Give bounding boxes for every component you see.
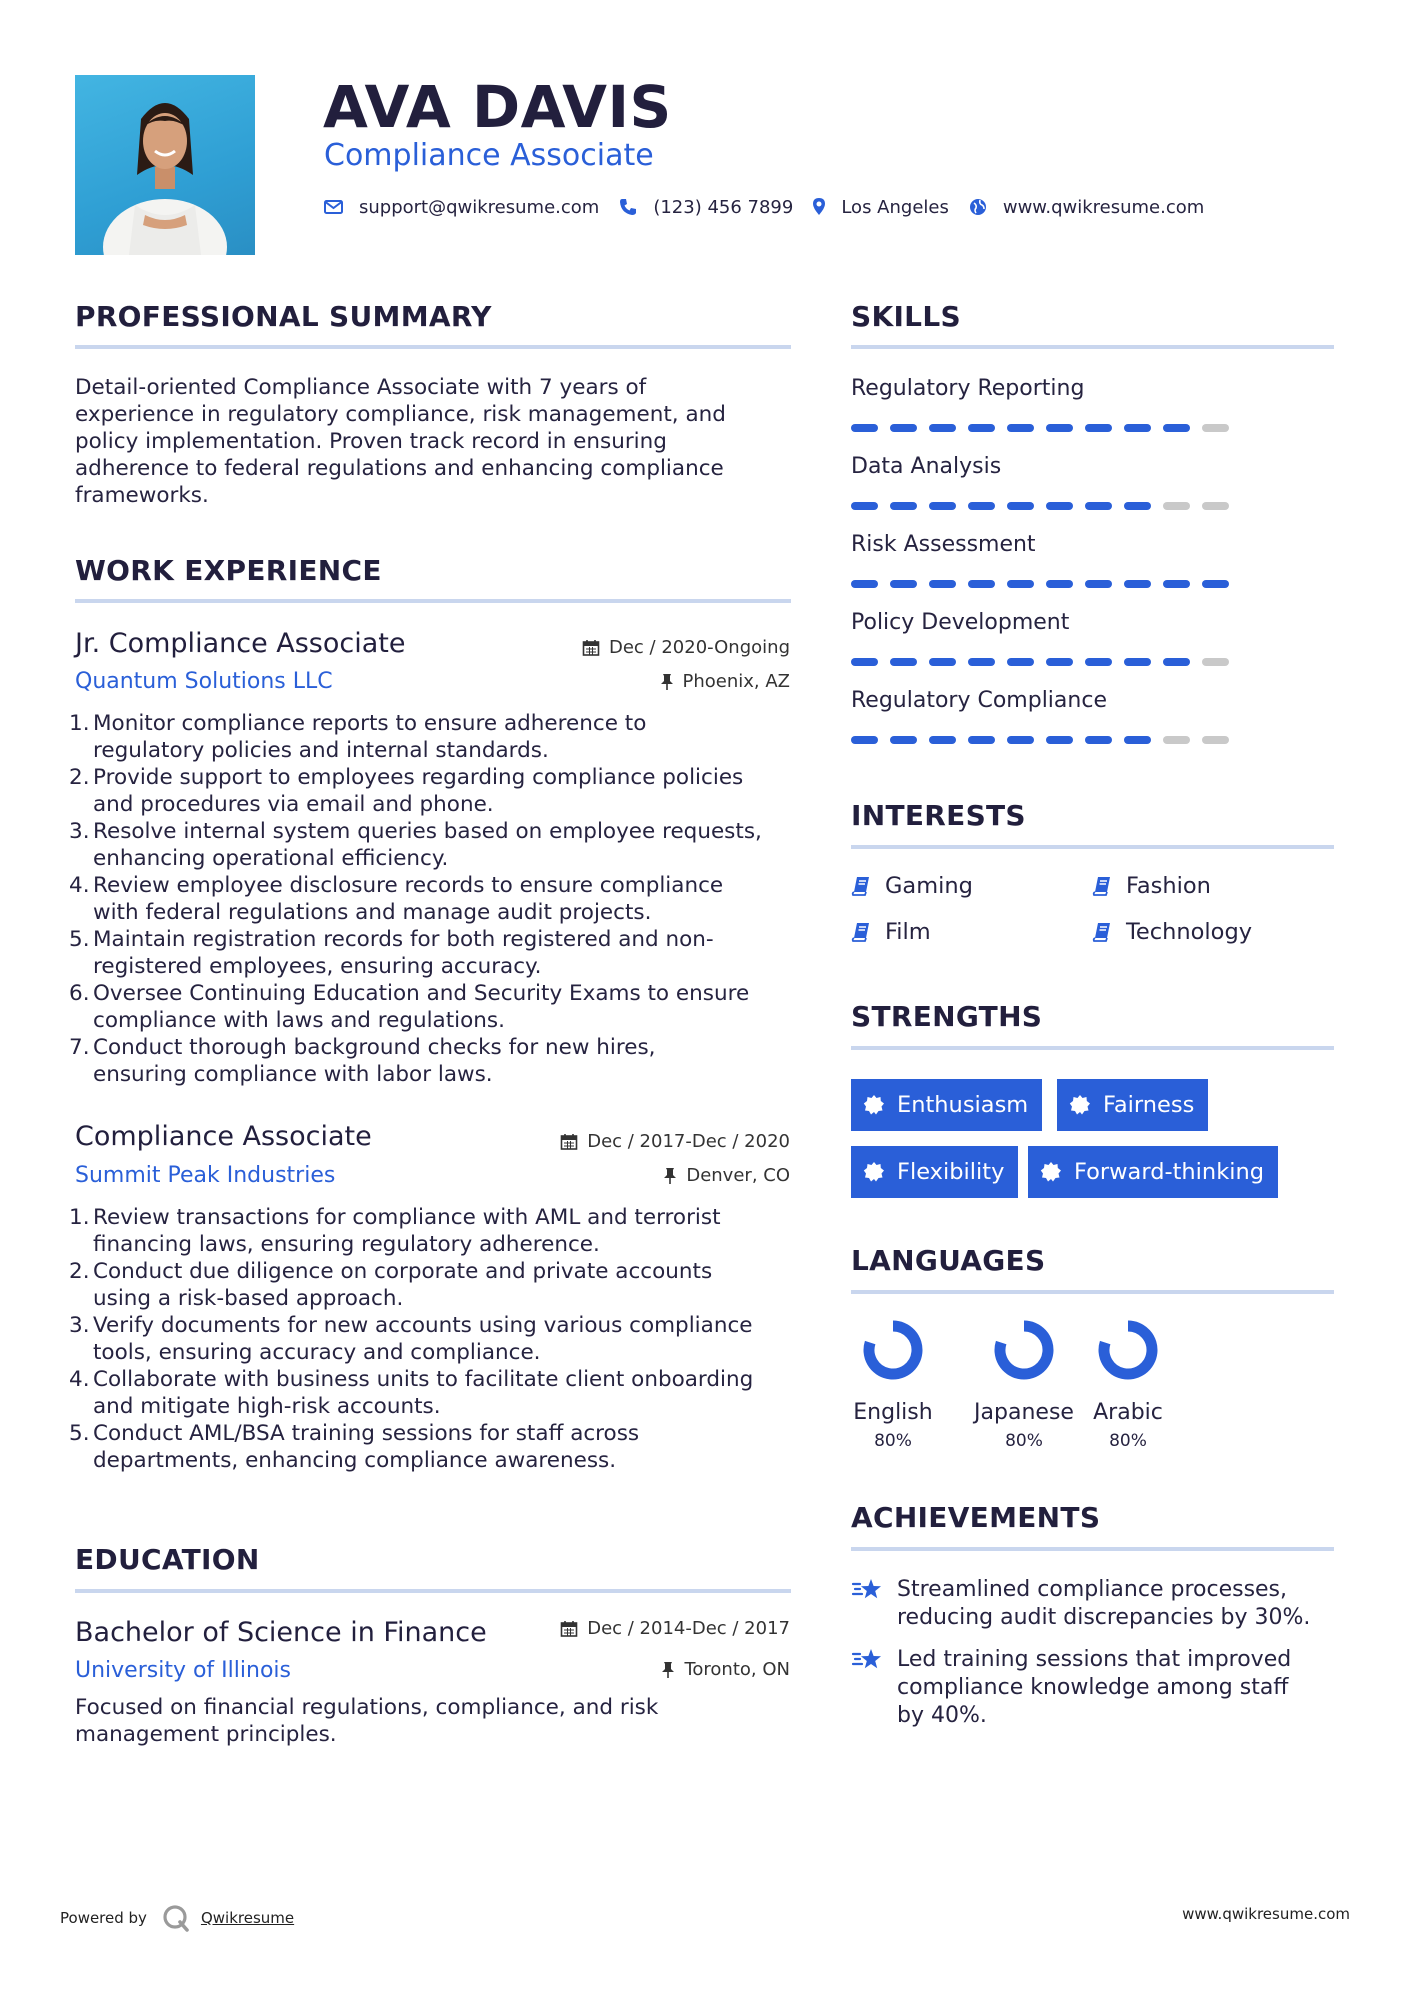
duty-item: Collaborate with business units to facilitate client onboarding and mitigate high-risk accounts.	[93, 1367, 754, 1419]
rating-dot	[1007, 658, 1034, 666]
languages-list	[851, 1318, 1334, 1451]
language-percent: 80%	[1005, 1431, 1043, 1451]
contact-website[interactable]: www.qwikresume.com	[1002, 196, 1205, 218]
rating-dot	[1085, 424, 1112, 432]
duty-item: Conduct due diligence on corporate and private accounts using a risk-based approach.	[93, 1259, 713, 1311]
book-icon	[851, 875, 871, 897]
candidate-name: AVA DAVIS	[323, 73, 672, 141]
badge-icon	[863, 1161, 885, 1183]
duty-item: Conduct AML/BSA training sessions for staff across departments, enhancing compliance awareness.	[93, 1421, 640, 1473]
calendar-icon	[560, 1133, 578, 1151]
job-duties	[75, 1204, 795, 1474]
rating-dot	[851, 580, 878, 588]
duty-item: Review employee disclosure records to ensure compliance with federal regulations and manage audit projects.	[93, 873, 724, 925]
skill-item	[851, 530, 1241, 588]
achievement-item: Streamlined compliance processes, reducing audit discrepancies by 30%.	[851, 1576, 1334, 1632]
language-gauge	[1096, 1318, 1160, 1382]
rating-dot	[1124, 736, 1151, 744]
education-divider	[75, 1589, 791, 1593]
rating-dot	[890, 580, 917, 588]
qwikresume-logo-icon	[161, 1903, 191, 1933]
rating-dot	[1124, 658, 1151, 666]
summary-text: Detail-oriented Compliance Associate with 7 years of experience in regulatory compliance, risk management, and policy implementation. Proven track record in ensuring adherence to federal regulations and enhancing compliance frameworks.	[75, 375, 726, 508]
rating-dot	[1007, 424, 1034, 432]
interest-item: Gaming	[851, 871, 973, 901]
rating-dot	[1163, 580, 1190, 588]
rating-dot	[968, 736, 995, 744]
skill-name: Policy Development	[851, 610, 1070, 635]
education-description: Focused on financial regulations, compliance, and risk management principles.	[75, 1695, 659, 1747]
skill-rating	[851, 580, 1241, 588]
education-location: Toronto, ON	[661, 1658, 790, 1682]
skill-name: Regulatory Reporting	[851, 376, 1085, 401]
strength-tag: Forward-thinking	[1028, 1146, 1278, 1198]
languages-heading: LANGUAGES	[851, 1244, 1046, 1277]
skill-name: Risk Assessment	[851, 532, 1036, 557]
badge-icon	[1040, 1161, 1062, 1183]
language-item	[833, 1318, 953, 1452]
education-degree: Bachelor of Science in Finance	[75, 1617, 487, 1648]
duty-item: Resolve internal system queries based on employee requests, enhancing operational efficiency.	[93, 819, 762, 871]
rating-dot	[1046, 658, 1073, 666]
footer-website[interactable]: www.qwikresume.com	[1182, 1905, 1350, 1923]
summary-divider	[75, 345, 791, 349]
duty-item: Maintain registration records for both registered and non- registered employees, ensuring accuracy.	[93, 927, 714, 979]
strength-tag: Enthusiasm	[851, 1079, 1042, 1131]
rating-dot	[851, 658, 878, 666]
skills-divider	[851, 345, 1334, 349]
skill-rating	[851, 658, 1241, 666]
education-dates: Dec / 2014-Dec / 2017	[560, 1617, 790, 1641]
rating-dot	[929, 424, 956, 432]
rating-dot	[929, 502, 956, 510]
skill-item	[851, 452, 1241, 510]
job-location: Denver, CO	[663, 1164, 790, 1188]
experience-heading: WORK EXPERIENCE	[75, 554, 382, 587]
language-gauge	[861, 1318, 925, 1382]
language-name: English	[853, 1400, 933, 1425]
interest-item: Technology	[1092, 917, 1252, 947]
interest-item: Fashion	[1092, 871, 1211, 901]
rating-dot	[929, 736, 956, 744]
rating-dot	[890, 658, 917, 666]
rating-dot	[890, 736, 917, 744]
achievements-divider	[851, 1547, 1334, 1551]
rating-dot	[1163, 658, 1190, 666]
rating-dot	[1124, 424, 1151, 432]
education-school: University of Illinois	[75, 1658, 291, 1683]
experience-divider	[75, 599, 791, 603]
location-pin-icon	[811, 196, 827, 218]
rating-dot	[1046, 502, 1073, 510]
skill-item	[851, 374, 1241, 432]
skill-name: Regulatory Compliance	[851, 688, 1107, 713]
phone-icon	[617, 196, 639, 218]
job-title: Compliance Associate	[75, 1121, 372, 1152]
job-duties	[75, 710, 795, 1088]
rating-dot	[1202, 424, 1229, 432]
job-location: Phoenix, AZ	[660, 670, 791, 694]
language-name: Arabic	[1093, 1400, 1163, 1425]
rating-dot	[1202, 580, 1229, 588]
language-percent: 80%	[874, 1431, 912, 1451]
book-icon	[1092, 921, 1112, 943]
job-company: Quantum Solutions LLC	[75, 669, 333, 694]
language-gauge-arc	[869, 1326, 917, 1374]
profile-photo	[75, 75, 255, 255]
rating-dot	[1163, 502, 1190, 510]
duty-item: Verify documents for new accounts using various compliance tools, ensuring accuracy and compliance.	[93, 1313, 753, 1365]
skills-heading: SKILLS	[851, 300, 961, 333]
rating-dot	[1202, 502, 1229, 510]
interests-heading: INTERESTS	[851, 799, 1026, 832]
calendar-icon	[582, 639, 600, 657]
interests-divider	[851, 845, 1334, 849]
star-icon	[851, 1646, 883, 1674]
footer-brand-link[interactable]: Qwikresume	[200, 1909, 295, 1927]
job-dates: Dec / 2017-Dec / 2020	[560, 1130, 790, 1154]
envelope-icon	[323, 196, 345, 218]
rating-dot	[1046, 736, 1073, 744]
rating-dot	[968, 580, 995, 588]
star-icon	[851, 1576, 883, 1604]
rating-dot	[1007, 736, 1034, 744]
rating-dot	[851, 424, 878, 432]
pushpin-icon	[663, 1167, 677, 1185]
rating-dot	[890, 502, 917, 510]
book-icon	[851, 921, 871, 943]
skill-item	[851, 608, 1241, 666]
rating-dot	[851, 502, 878, 510]
rating-dot	[1163, 424, 1190, 432]
calendar-icon	[560, 1620, 578, 1638]
duty-item: Review transactions for compliance with AML and terrorist financing laws, ensuring regulatory adherence.	[93, 1205, 721, 1257]
duty-item: Provide support to employees regarding compliance policies and procedures via email and phone.	[93, 765, 744, 817]
rating-dot	[890, 424, 917, 432]
job-dates: Dec / 2020-Ongoing	[582, 636, 790, 660]
achievements-heading: ACHIEVEMENTS	[851, 1501, 1101, 1534]
duty-item: Monitor compliance reports to ensure adherence to regulatory policies and internal standards.	[93, 711, 647, 763]
language-item	[964, 1318, 1084, 1452]
rating-dot	[968, 502, 995, 510]
rating-dot	[968, 424, 995, 432]
rating-dot	[1085, 502, 1112, 510]
language-item	[1068, 1318, 1188, 1452]
duty-item: Conduct thorough background checks for new hires, ensuring compliance with labor laws.	[93, 1035, 656, 1087]
skill-rating	[851, 736, 1241, 744]
globe-icon	[967, 196, 989, 218]
contact-location: Los Angeles	[841, 196, 949, 218]
badge-icon	[863, 1094, 885, 1116]
pushpin-icon	[661, 1661, 675, 1679]
languages-divider	[851, 1290, 1334, 1294]
rating-dot	[1124, 580, 1151, 588]
contact-phone[interactable]: (123) 456 7899	[653, 196, 794, 218]
rating-dot	[1163, 736, 1190, 744]
language-gauge-arc	[1000, 1326, 1048, 1374]
language-gauge	[992, 1318, 1056, 1382]
rating-dot	[1007, 580, 1034, 588]
candidate-title: Compliance Associate	[324, 138, 654, 173]
skill-rating	[851, 424, 1241, 432]
skill-name: Data Analysis	[851, 454, 1002, 479]
education-heading: EDUCATION	[75, 1543, 260, 1576]
skill-rating	[851, 502, 1241, 510]
book-icon	[1092, 875, 1112, 897]
rating-dot	[1085, 736, 1112, 744]
rating-dot	[1007, 502, 1034, 510]
rating-dot	[968, 658, 995, 666]
rating-dot	[929, 658, 956, 666]
strengths-heading: STRENGTHS	[851, 1000, 1043, 1033]
contact-email[interactable]: support@qwikresume.com	[359, 196, 600, 218]
language-percent: 80%	[1109, 1431, 1147, 1451]
rating-dot	[929, 580, 956, 588]
badge-icon	[1069, 1094, 1091, 1116]
language-gauge-arc	[1104, 1326, 1152, 1374]
job-title: Jr. Compliance Associate	[75, 628, 406, 659]
job-company: Summit Peak Industries	[75, 1163, 336, 1188]
rating-dot	[1085, 580, 1112, 588]
strength-tag: Fairness	[1057, 1079, 1208, 1131]
skill-item	[851, 686, 1241, 744]
duty-item: Oversee Continuing Education and Security Exams to ensure compliance with laws and regulations.	[93, 981, 750, 1033]
language-name: Japanese	[974, 1400, 1074, 1425]
rating-dot	[1046, 580, 1073, 588]
interest-item: Film	[851, 917, 931, 947]
footer-powered-by: Powered by Qwikresume	[60, 1903, 294, 1933]
rating-dot	[851, 736, 878, 744]
pushpin-icon	[660, 673, 674, 691]
rating-dot	[1202, 658, 1229, 666]
strengths-divider	[851, 1046, 1334, 1050]
rating-dot	[1046, 424, 1073, 432]
rating-dot	[1124, 502, 1151, 510]
rating-dot	[1202, 736, 1229, 744]
contact-row	[323, 193, 1222, 221]
strength-tag: Flexibility	[851, 1146, 1018, 1198]
summary-heading: PROFESSIONAL SUMMARY	[75, 300, 492, 333]
rating-dot	[1085, 658, 1112, 666]
achievement-item: Led training sessions that improved compliance knowledge among staff by 40%.	[851, 1646, 1334, 1730]
